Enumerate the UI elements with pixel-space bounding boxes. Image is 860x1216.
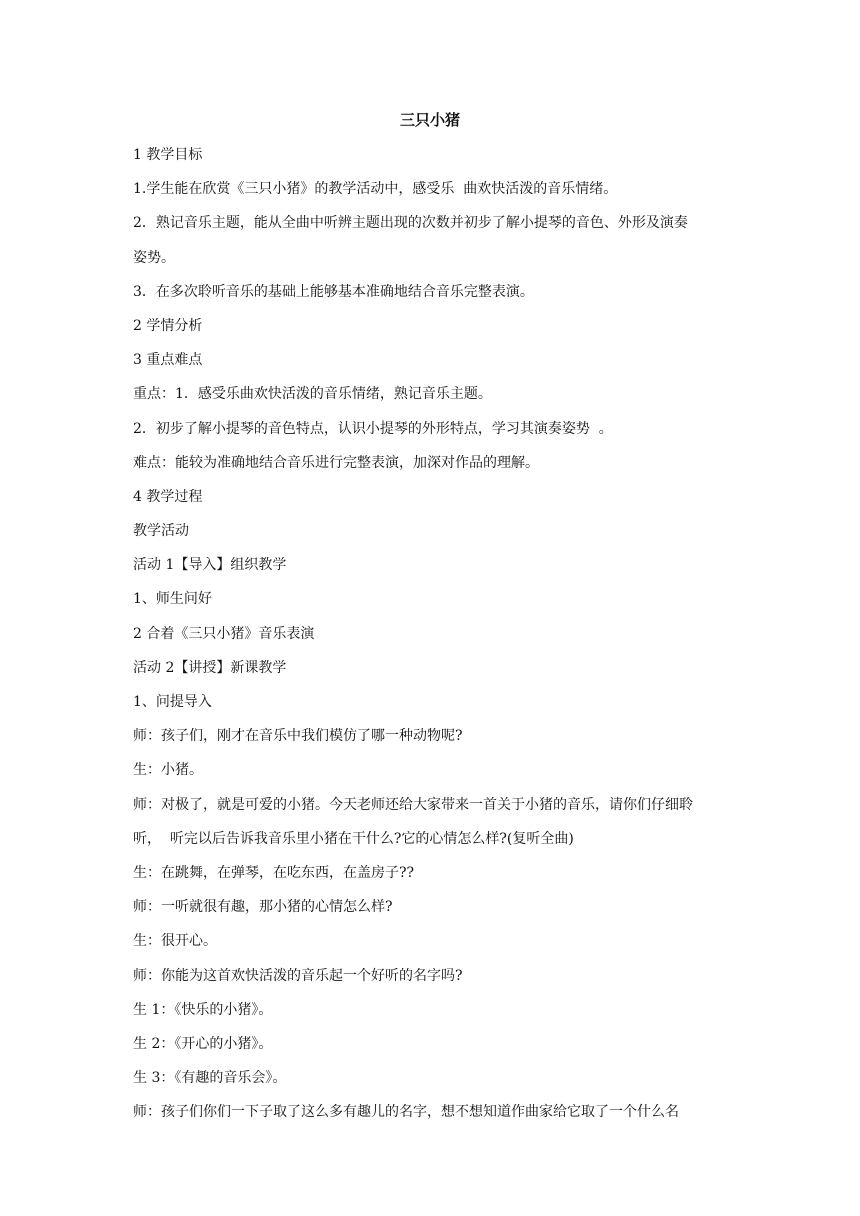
document-title: 三只小猪 [399,111,460,129]
paragraph: 生：很开心。 [133,933,217,950]
paragraph: 生：在跳舞，在弹琴，在吃东西，在盖房子?? [133,864,415,881]
paragraph: 活动 1【导入】组织教学 [133,557,287,574]
paragraph: 2 合着《三只小猪》音乐表演 [133,625,315,642]
paragraph: 2．熟记音乐主题，能从全曲中听辨主题出现的次数并初步了解小提琴的音色、外形及演奏 [133,215,688,232]
paragraph: 师：孩子们你们一下子取了这么多有趣儿的名字，想不想知道作曲家给它取了一个什么名 [133,1104,679,1121]
paragraph: 姿势。 [133,249,175,266]
paragraph: 教学活动 [133,523,189,540]
paragraph: 生：小猪。 [133,762,203,779]
paragraph: 3 重点难点 [133,352,203,369]
paragraph: 4 教学过程 [133,488,203,505]
paragraph: 1、师生问好 [133,591,212,608]
paragraph: 难点：能较为准确地结合音乐进行完整表演，加深对作品的理解。 [133,454,539,471]
paragraph: 2 学情分析 [133,317,203,334]
paragraph: 3．在多次聆听音乐的基础上能够基本准确地结合音乐完整表演。 [133,283,534,300]
paragraph: 师：一听就很有趣，那小猪的心情怎么样? [133,899,393,916]
paragraph: 师：对极了，就是可爱的小猪。今天老师还给大家带来一首关于小猪的音乐，请你们仔细聆 [133,796,693,813]
paragraph: 生 3：《有趣的音乐会》。 [133,1070,287,1087]
paragraph: 师：你能为这首欢快活泼的音乐起一个好听的名字吗? [133,967,463,984]
paragraph: 重点：1．感受乐曲欢快活泼的音乐情绪，熟记音乐主题。 [133,386,492,403]
paragraph: 活动 2【讲授】新课教学 [133,659,287,676]
paragraph: 听， 听完以后告诉我音乐里小猪在干什么?它的心情怎么样?(复听全曲) [133,830,574,847]
paragraph: 1、问提导入 [133,694,212,710]
document-body [133,143,733,1134]
paragraph: 1 教学目标 [133,147,203,163]
paragraph: 生 2：《开心的小猪》。 [133,1035,273,1052]
paragraph: 1.学生能在欣赏《三只小猪》的教学活动中，感受乐 曲欢快活泼的音乐情绪。 [133,181,618,198]
paragraph: 2．初步了解小提琴的音色特点，认识小提琴的外形特点，学习其演奏姿势 。 [133,420,613,437]
paragraph: 生 1：《快乐的小猪》。 [133,1001,273,1018]
paragraph: 师：孩子们，刚才在音乐中我们模仿了哪一种动物呢? [133,728,463,745]
